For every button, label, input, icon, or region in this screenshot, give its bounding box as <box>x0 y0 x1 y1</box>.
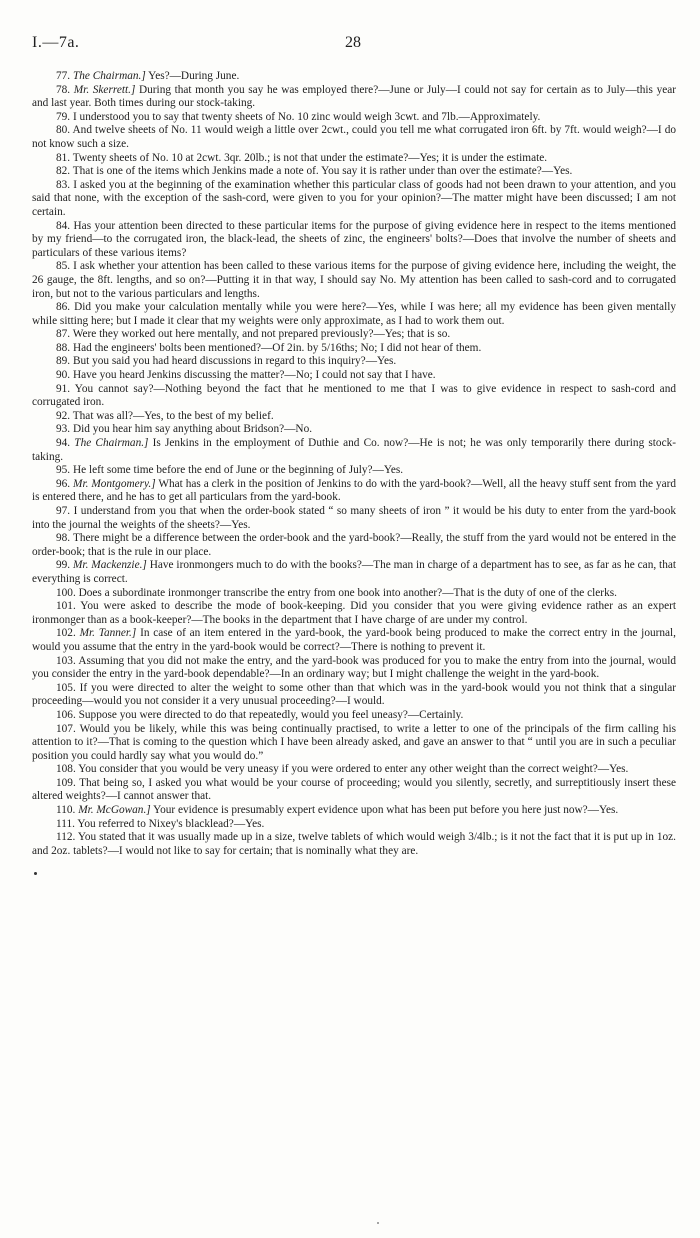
question-number: 85. <box>56 260 71 273</box>
question-answer-text: I understood you to say that twenty sheets of No. 10 zinc would weigh 3cwt. and 7lb.—Approximately. <box>72 110 541 123</box>
question-number: 94. <box>56 437 71 450</box>
question-answer-text: You referred to Nixey's blacklead?—Yes. <box>77 817 265 830</box>
question-answer-text: During that month you say he was employed there?—June or July—I could not say for certain as to July—this year and last year. Both times during our stock-taking. <box>32 83 677 110</box>
speaker-name: Mr. McGowan.] <box>78 804 151 817</box>
question-answer-text: You were asked to describe the mode of book-keeping. Did you consider that you were giving evidence rather as an expert ironmonger than as a book-keeper?—The books in the department that I have charge of are under my control. <box>32 600 677 626</box>
question-answer-entry <box>32 831 676 858</box>
question-answer-entry <box>32 682 676 709</box>
question-answer-text: You cannot say?—Nothing beyond the fact that he mentioned to me that I was to give evidence in respect to sash-cord and corrugated iron. <box>32 382 676 409</box>
question-answer-text: Yes?—During June. <box>148 70 240 82</box>
speaker-name: Mr. Skerrett.] <box>73 83 136 96</box>
question-number: 86. <box>56 301 71 314</box>
page-header <box>30 34 678 54</box>
speaker-name: Mr. Mackenzie.] <box>73 559 147 572</box>
question-number: 84. <box>56 219 71 232</box>
question-answer-entry <box>32 464 676 478</box>
page-number: 28 <box>345 34 361 51</box>
question-answer-entry <box>32 804 676 818</box>
question-number: 98. <box>56 532 71 545</box>
question-number: 110. <box>56 804 76 817</box>
question-answer-text: If you were directed to alter the weight to some other than that which was in the yard-book would you not think that a singular proceeding—would you not consider it a very unusual proceeding?—I would. <box>32 681 676 708</box>
question-answer-text: Have you heard Jenkins discussing the matter?—No; I could not say that I have. <box>72 369 436 382</box>
question-number: 106. <box>56 708 76 721</box>
question-number: 92. <box>56 409 71 422</box>
question-number: 112. <box>56 831 76 844</box>
question-answer-entry <box>32 260 676 301</box>
question-answer-entry <box>32 763 676 777</box>
question-number: 87. <box>56 328 71 341</box>
question-answer-entry <box>32 777 676 804</box>
question-answer-text: That is one of the items which Jenkins made a note of. You say it is rather under than over the estimate?—Yes. <box>72 165 573 178</box>
question-number: 99. <box>56 559 71 572</box>
question-answer-text: What has a clerk in the position of Jenkins to do with the yard-book?—Well, all the heavy stuff sent from the yard is entered there, and he has to get all particulars from the yard-book. <box>32 477 676 504</box>
question-answer-entry <box>32 165 676 179</box>
question-number: 100. <box>56 586 76 599</box>
question-number: 88. <box>56 341 71 354</box>
question-answer-text: Your evidence is presumably expert evidence upon what has been put before you here just now?—Yes. <box>153 804 619 817</box>
question-number: 107. <box>56 722 76 735</box>
question-number: 83. <box>56 178 71 191</box>
question-answer-text: Did you hear him say anything about Bridson?—No. <box>72 423 313 436</box>
question-answer-text: In case of an item entered in the yard-book, the yard-book being produced to make the correct entry in the journal, would you assume that the entry in the yard-book would be correct?—There is nothing to prevent it. <box>32 627 676 653</box>
evidence-transcript <box>32 70 676 858</box>
question-number: 78. <box>56 83 71 96</box>
question-number: 101. <box>56 600 76 613</box>
question-answer-entry <box>32 410 676 424</box>
question-number: 79. <box>56 110 71 123</box>
question-answer-entry <box>32 437 676 464</box>
question-answer-entry <box>32 124 676 151</box>
question-answer-text: Twenty sheets of No. 10 at 2cwt. 3qr. 20lb.; is not that under the estimate?—Yes; it is under the estimate. <box>72 151 548 164</box>
question-answer-entry <box>32 655 676 682</box>
question-answer-text: And twelve sheets of No. 11 would weigh a little over 2cwt., could you tell me what corrugated iron 6ft. by 7ft. would weigh?—I do not know such a size. <box>32 124 677 150</box>
speaker-name: The Chairman.] <box>72 70 146 82</box>
question-answer-entry <box>32 423 676 437</box>
question-number: 91. <box>56 382 71 395</box>
question-number: 105. <box>56 681 76 694</box>
question-number: 102. <box>56 627 76 640</box>
question-answer-entry <box>32 478 676 505</box>
question-answer-entry <box>32 220 676 261</box>
question-answer-text: Did you make your calculation mentally while you were here?—Yes, while I was here; all my evidence has been given mentally while sitting here; but I made it clear that my weights were only approximate, as I had to work them out. <box>32 301 676 327</box>
question-answer-entry <box>32 111 676 125</box>
question-answer-entry <box>32 301 676 328</box>
question-answer-entry <box>32 152 676 166</box>
question-number: 96. <box>56 477 71 490</box>
question-answer-text: Would you be likely, while this was being continually practised, to write a letter to one of the principals of the firm calling his attention to it?—That is coming to the question which I have been already asked, and gave an answer to that “ until you are in such a peculiar position you could hardly say what you would do.” <box>32 722 676 762</box>
question-answer-text: I asked you at the beginning of the examination whether this particular class of goods had not been drawn to your attention, and you said that none, with the exception of the sash-cord, were given to you for your opinion?—The matter might have been discussed; I am not certain. <box>32 178 676 218</box>
question-answer-entry <box>32 600 676 627</box>
question-number: 97. <box>56 505 71 517</box>
question-answer-entry <box>32 587 676 601</box>
question-answer-text: You consider that you would be very uneasy if you were ordered to enter any other weight than the correct weight?—Yes. <box>78 763 629 776</box>
question-answer-entry <box>32 342 676 356</box>
question-answer-entry <box>32 328 676 342</box>
question-answer-text: I understand from you that when the order-book stated “ so many sheets of iron ” it would be his duty to enter from the yard-book into the journal the weights of the sheets?—Yes. <box>32 505 676 531</box>
question-answer-text: Were they worked out here mentally, and not prepared previously?—Yes; that is so. <box>72 328 451 341</box>
question-answer-entry <box>32 559 676 586</box>
question-number: 89. <box>56 355 71 368</box>
question-answer-text: But you said you had heard discussions in regard to this inquiry?—Yes. <box>72 355 397 368</box>
speaker-name: The Chairman.] <box>74 437 149 450</box>
document-reference: I.—7a. <box>32 34 80 51</box>
question-answer-text: You stated that it was usually made up in a size, twelve tablets of which would weigh 3/4lb.; is it not the fact that it is put up in 1oz. and 2oz. tablets?—I would not like to say for certain; that is nominally what they are. <box>32 831 677 857</box>
question-answer-entry <box>32 84 676 111</box>
speaker-name: Mr. Montgomery.] <box>73 477 156 490</box>
question-answer-text: There might be a difference between the order-book and the yard-book?—Really, the stuff from the yard would not be entered in the order-book; that is the rule in our place. <box>32 532 676 558</box>
question-number: 103. <box>56 654 76 667</box>
question-number: 90. <box>56 369 71 382</box>
question-answer-entry <box>32 709 676 723</box>
question-answer-text: Have ironmongers much to do with the books?—The man in charge of a department has to see, as far as he can, that everything is correct. <box>32 559 676 585</box>
question-number: 93. <box>56 423 71 436</box>
question-answer-entry <box>32 818 676 832</box>
question-answer-entry <box>32 627 676 654</box>
question-answer-entry <box>32 505 676 532</box>
question-answer-text: He left some time before the end of June or the beginning of July?—Yes. <box>72 464 404 477</box>
question-answer-text: Does a subordinate ironmonger transcribe the entry from one book into another?—That is the duty of one of the clerks. <box>78 586 617 599</box>
question-answer-text: That was all?—Yes, to the best of my belief. <box>72 409 274 422</box>
question-number: 111. <box>56 817 75 830</box>
question-answer-entry <box>32 369 676 383</box>
question-answer-entry <box>32 179 676 220</box>
question-answer-entry <box>32 723 676 764</box>
question-answer-text: Had the engineers' bolts been mentioned?—Of 2in. by 5/16ths; No; I did not hear of them. <box>72 341 482 354</box>
speaker-name: Mr. Tanner.] <box>79 627 137 640</box>
question-answer-entry <box>32 383 676 410</box>
question-answer-entry <box>32 70 676 84</box>
question-number: 80. <box>56 124 71 137</box>
question-number: 109. <box>56 776 76 789</box>
question-number: 95. <box>56 464 71 477</box>
question-answer-entry <box>32 355 676 369</box>
question-answer-text: That being so, I asked you what would be your course of proceeding; would you silently, secretly, and surreptitiously insert these altered weights?—I cannot answer that. <box>32 776 677 803</box>
question-number: 81. <box>56 151 71 164</box>
question-answer-text: I ask whether your attention has been called to these various items for the purpose of giving evidence here, including the weight, the 26 gauge, the 8ft. lengths, and so on?—Putting it in that way, I should say No. My attention has been called to sash-cord and to corrugated iron, but not to the various particulars and lengths. <box>32 260 676 300</box>
footer-mark <box>377 1222 379 1224</box>
question-answer-text: Has your attention been directed to these particular items for the purpose of giving evidence here in respect to the items mentioned by my friend—to the corrugated iron, the black-lead, the sheets of zinc, the engineers' bolts?—Does that involve the number of sheets and particulars of these various items? <box>32 219 676 259</box>
question-number: 108. <box>56 763 76 776</box>
question-answer-text: Is Jenkins in the employment of Duthie and Co. now?—He is not; he was only temporarily there during stock-taking. <box>32 437 677 463</box>
question-answer-entry <box>32 532 676 559</box>
margin-mark <box>34 872 37 875</box>
question-answer-text: Assuming that you did not make the entry, and the yard-book was produced for you to make the entry from into the journal, would you consider the entry in the yard-book dependable?—In an ordinary way; but I might challenge the weight in the yard-book. <box>32 654 677 681</box>
question-answer-text: Suppose you were directed to do that repeatedly, would you feel uneasy?—Certainly. <box>78 708 464 721</box>
question-number: 77. <box>56 70 71 82</box>
question-number: 82. <box>56 165 71 178</box>
